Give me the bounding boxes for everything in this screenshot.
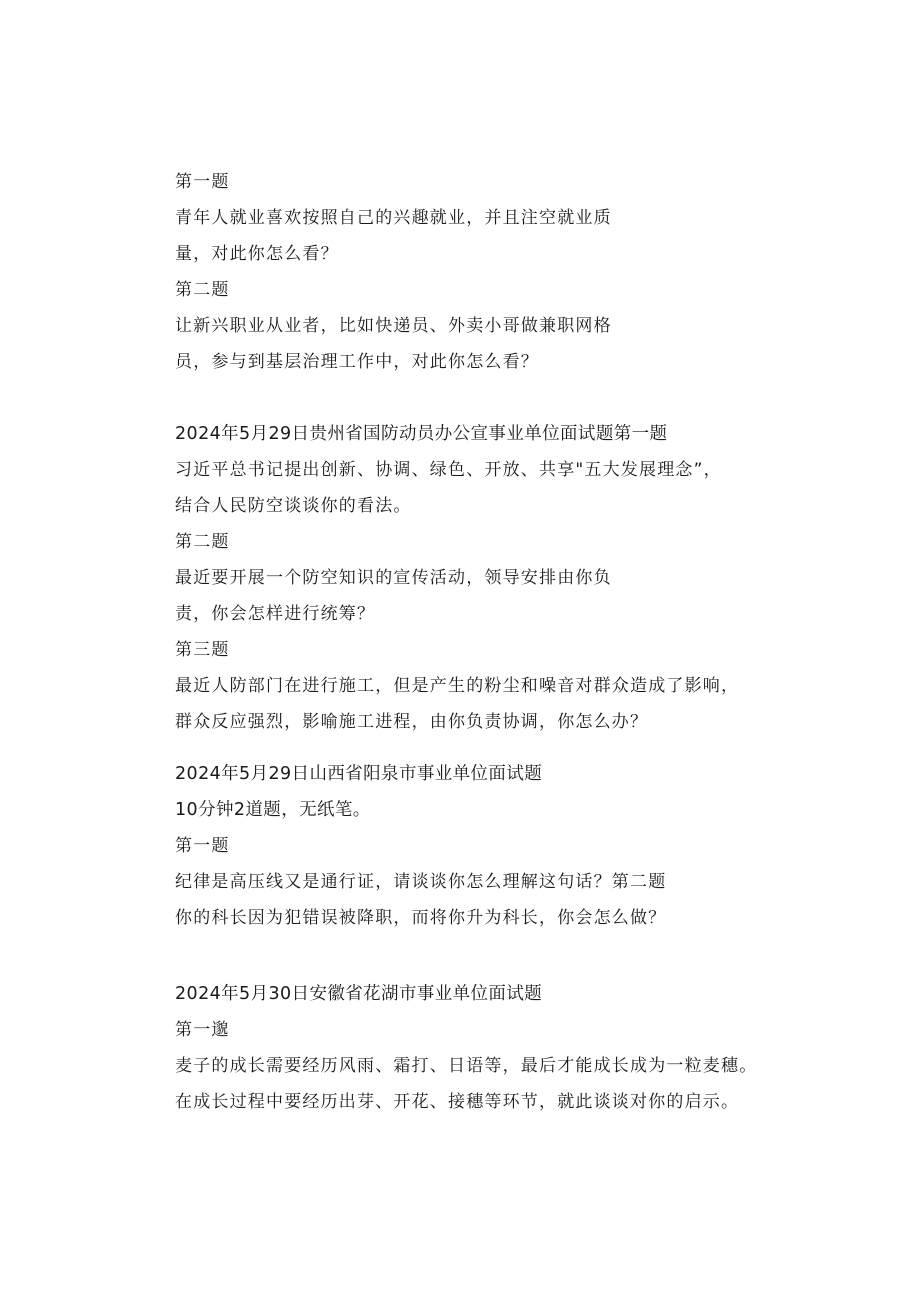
question-text: 青年人就业喜欢按照自己的兴趣就业，并且注空就业质 (175, 208, 612, 228)
question-label: 第一题 (175, 172, 230, 192)
question-label: 第二题 (175, 280, 230, 300)
exam-note: 10分钟2道题，无纸笔。 (175, 800, 371, 820)
question-text: 纪律是高压线又是通行证，请谈谈你怎么理解这句话？第二题 (175, 872, 667, 892)
exam-heading: 2024年5月30日安徽省花湖市事业单位面试题 (175, 984, 543, 1004)
question-text: 最近人防部门在进行施工，但是产生的粉尘和噪音对群众造成了影响， (175, 676, 740, 696)
question-text: 习近平总书记提出创新、协调、绿色、开放、共享"五大发展理念”， (175, 460, 722, 480)
question-label: 第一题 (175, 836, 230, 856)
question-text: 你的科长因为犯错误被降职，而将你升为科长，你会怎么做？ (175, 908, 667, 928)
question-text: 让新兴职业从业者，比如快递员、外卖小哥做兼职网格 (175, 316, 612, 336)
question-label: 第二题 (175, 532, 230, 552)
question-text: 在成长过程中要经历出芽、开花、接穗等环节，就此谈谈对你的启示。 (175, 1092, 740, 1112)
question-text: 群众反应强烈，影喻施工进程，由你负责协调，你怎么办？ (175, 712, 649, 732)
question-text: 量，对此你怎么看？ (175, 244, 339, 264)
question-text: 员，参与到基层治理工作中，对此你怎么看？ (175, 352, 539, 372)
question-text: 最近要开展一个防空知识的宣传活动，领导安排由你负 (175, 568, 612, 588)
question-text: 结合人民防空谈谈你的看法。 (175, 496, 412, 516)
question-text: 麦子的成长需要经历风雨、霜打、日语等，最后才能成长成为一粒麦穗。 (175, 1056, 758, 1076)
exam-heading: 2024年5月29日贵州省国防动员办公宣事业单位面试题第一题 (175, 424, 668, 444)
question-label: 第一邈 (175, 1020, 230, 1040)
question-text: 责，你会怎样进行统筹？ (175, 604, 376, 624)
question-label: 第三题 (175, 640, 230, 660)
exam-heading: 2024年5月29日山西省阳泉市事业单位面试题 (175, 764, 543, 784)
